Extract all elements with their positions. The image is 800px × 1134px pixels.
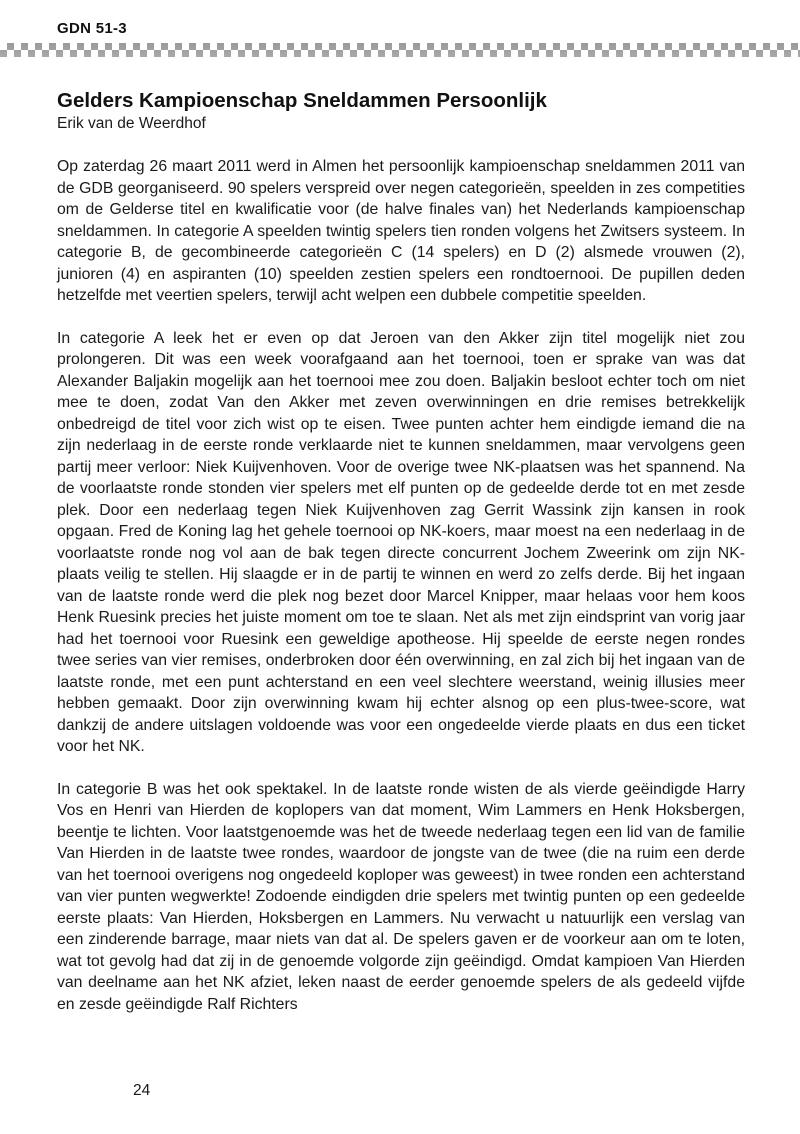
article [57,88,745,1015]
checkered-band-overlay [0,43,800,57]
article-paragraph: Op zaterdag 26 maart 2011 werd in Almen het persoonlijk kampioenschap sneldammen 2011 van de GDB georganiseerd. 90 spelers verspreid over negen categorieën, speelden in zes competities om de Gelderse titel en kwalificatie voor (de halve finales van) het Nederlands kampioenschap sneldammen. In categorie A speelden twintig spelers tien ronden volgens het Zwitsers systeem. In categorie B, de gecombineerde categorieën C (14 spelers) en D (2) alsmede vrouwen (2), junioren (4) en aspiranten (10) speelden zestien spelers een rondtoernooi. De pupillen deden hetzelfde met veertien spelers, terwijl acht welpen een dubbele competitie speelden. [57,158,745,304]
article-author: Erik van de Weerdhof [57,115,206,132]
article-title: Gelders Kampioenschap Sneldammen Persoonlijk [57,89,547,112]
article-paragraph: In categorie A leek het er even op dat Jeroen van den Akker zijn titel mogelijk niet zou prolongeren. Dit was een week voorafgaand aan het toernooi, toen er sprake van was dat Alexander Baljakin mogelijk aan het toernooi mee zou doen. Baljakin besloot echter toch om niet mee te doen, zodat Van den Akker met zeven overwinningen en drie remises betrekkelijk onbedreigd de titel voor zich wist op te eisen. Twee punten achter hem eindigde iemand die na zijn nederlaag in de eerste ronde verklaarde niet te kunnen sneldammen, maar vervolgens geen partij meer verloor: Niek Kuijvenhoven. Voor de overige twee NK-plaatsen was het spannend. Na de voorlaatste ronde stonden vier spelers met elf punten op de gedeelde derde tot en met zesde plek. Door een nederlaag tegen Niek Kuijvenhoven zag Gerrit Wassink zijn kansen in rook opgaan. Fred de Koning lag het gehele toernooi op NK-koers, maar moest na een nederlaag in de voorlaatste ronde nog vol aan de bak tegen directe concurrent Jochem Zweerink om zijn NK-plaats veilig te stellen. Hij slaagde er in de partij te winnen en werd zo zelfs derde. Bij het ingaan van de laatste ronde werd die plek nog bezet door Marcel Knipper, maar helaas voor hem koos Henk Ruesink precies het juiste moment om toe te slaan. Net als met zijn eindsprint van vorig jaar had het toernooi voor Ruesink een geweldige apotheose. Hij speelde de eerste negen rondes twee series van vier remises, onderbroken door één overwinning, en zal zich bij het ingaan van de laatste ronde, met een punt achterstand en een veel slechtere weerstand, weinig illusies meer hebben gemaakt. Door zijn overwinning kwam hij echter alsnog op een plus-twee-score, wat dankzij de andere uitslagen voldoende was voor een ongedeelde vierde plaats en dus een ticket voor het NK. [57,329,745,755]
issue-label: GDN 51-3 [57,20,127,37]
page-number: 24 [133,1082,151,1099]
article-paragraph: In categorie B was het ook spektakel. In de laatste ronde wisten de als vierde geëindigde Harry Vos en Henri van Hierden de koplopers van dat moment, Wim Lammers en Henk Hoksbergen, beentje te lichten. Voor laatstgenoemde was het de tweede nederlaag tegen een lid van de familie Van Hierden in de laatste twee rondes, waardoor de jongste van de twee (die na ruim een derde van het toernooi overigens nog ongedeeld koploper was geweest) in twee ronden een achterstand van vier punten wegwerkte! Zodoende eindigden drie spelers met twintig punten op een gedeelde eerste plaats: Van Hierden, Hoksbergen en Lammers. Nu verwacht u natuurlijk een verslag van een zinderende barrage, maar niets van dat al. De spelers gaven er de voorkeur aan om te loten, wat tot gevolg had dat zij in de genoemde volgorde zijn geëindigd. Omdat kampioen Van Hierden van deelname aan het NK afziet, leken naast de eerder genoemde spelers de als gedeeld vijfde en zesde geëindigde Ralf Richters [57,780,745,1013]
